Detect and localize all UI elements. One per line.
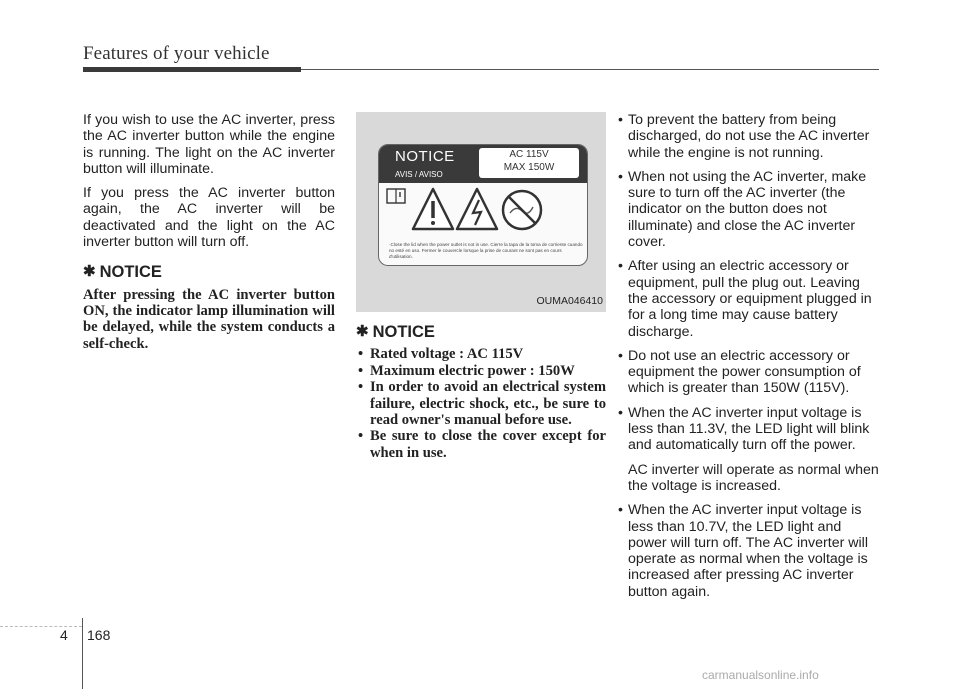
notice-heading-label: NOTICE	[99, 263, 162, 282]
list-item-text: When the AC inverter input voltage is less than 10.7V, the LED light and power will turn off. The AC inverter will operate as normal when the voltage is increased after pressing AC inverter button again.	[628, 502, 868, 600]
column-2	[356, 112, 606, 461]
list-item-text: Do not use an electric accessory or equipment the power consumption of which is greater than 150W (115V).	[628, 347, 861, 397]
list-item: • Rated voltage : AC 115V	[358, 346, 524, 363]
list-item-text: When the AC inverter input voltage is less than 11.3V, the LED light will blink and automatically turn off the power.	[628, 404, 870, 454]
electric-shock-icon	[457, 189, 497, 229]
list-item: • When the AC inverter input voltage is less than 10.7V, the LED light and power will turn off. The AC inverter will operate as normal when the voltage is increased after pressing AC inverter button again.	[618, 502, 868, 600]
notice-body: After pressing the AC inverter button ON, the indicator lamp illumination will be delayed, while the system conducts a self-check.	[83, 286, 335, 352]
list-item-text: When not using the AC inverter, make sure to turn off the AC inverter (the indicator on the button does not illuminate) and close the AC inverter cover.	[628, 168, 867, 251]
notice-star-icon: ✱	[356, 323, 369, 340]
list-item: • Do not use an electric accessory or equipment the power consumption of which is greater than 150W (115V).	[618, 347, 861, 397]
plate-warning-icons	[379, 183, 587, 243]
plate-spec-voltage: AC 115V	[509, 149, 549, 160]
page-header-title: Features of your vehicle	[83, 43, 270, 64]
figure-code: OUMA046410	[536, 294, 603, 307]
list-item: • In order to avoid an electrical system failure, electric shock, etc., be sure to read owner's manual before use.	[358, 379, 606, 428]
notice-heading-label: NOTICE	[372, 323, 435, 341]
header-rule	[301, 69, 879, 70]
plate-header	[379, 145, 587, 183]
paragraph-turn-on: If you wish to use the AC inverter, press the AC inverter button while the engine is running. The light on the AC inverter button will illuminate.	[83, 112, 335, 177]
list-item-text: Be sure to close the cover except for when in use.	[370, 428, 606, 461]
caution-triangle-icon	[413, 189, 453, 229]
paragraph-turn-off: If you press the AC inverter button again, the AC inverter will be deactivated and the light on the AC inverter button will turn off.	[83, 185, 335, 251]
notice-heading	[83, 264, 335, 280]
list-item: • When not using the AC inverter, make sure to turn off the AC inverter (the indicator on the button does not illuminate) and close the AC inverter cover.	[618, 168, 867, 251]
page-number: 168	[87, 627, 111, 643]
manual-book-icon	[387, 189, 405, 203]
header-bar	[83, 67, 301, 72]
list-item-text: Maximum electric power : 150W	[370, 362, 575, 379]
plate-notice-text: NOTICE	[395, 148, 455, 165]
notice-heading	[356, 324, 606, 340]
column-3	[616, 112, 881, 608]
footer-divider	[82, 618, 83, 689]
list-item-text: After using an electric accessory or equipment, pull the plug out. Leaving the accessory or equipment plugged in for a long time may cause battery discharge.	[628, 258, 872, 340]
list-item: • After using an electric accessory or equipment, pull the plug out. Leaving the accessory or equipment plugged in for a long time may cause battery discharge.	[618, 258, 872, 340]
plate-spec-power: MAX 150W	[503, 162, 555, 173]
plate-avis-text: AVIS / AVISO	[395, 170, 443, 179]
caution-list	[616, 112, 881, 600]
plate-spec-box	[479, 148, 579, 178]
plate-fine-print: ·Close the lid when the power outlet is not in use. Cierre la tapa de la toma de corriente cuando no esté en uso. Fermer le couvercle lorsque la prise de courant ne sont pas en cours d'utilisation.	[389, 242, 583, 259]
list-item: • Be sure to close the cover except for when in use.	[358, 428, 606, 461]
watermark: carmanualsonline.info	[702, 668, 819, 682]
list-item-text: Rated voltage : AC 115V	[370, 346, 524, 363]
no-liquid-icon	[503, 191, 541, 229]
column-1	[83, 112, 335, 352]
footer-rule	[0, 626, 82, 627]
chapter-number: 4	[60, 627, 68, 643]
list-item-text: To prevent the battery from being discharged, do not use the AC inverter while the engine is not running.	[628, 112, 870, 161]
list-item-note: AC inverter will operate as normal when the voltage is increased.	[628, 461, 879, 494]
notice-star-icon: ✱	[83, 263, 96, 281]
inverter-label-figure	[356, 112, 606, 312]
notice-list	[356, 346, 606, 461]
notice-label-plate	[378, 144, 588, 266]
list-item: • To prevent the battery from being discharged, do not use the AC inverter while the engine is not running.	[618, 112, 870, 161]
list-item: • When the AC inverter input voltage is less than 11.3V, the LED light will blink and automatically turn off the power. AC inverter will operate as normal when the voltage is increased.	[616, 405, 881, 494]
list-item-text: In order to avoid an electrical system failure, electric shock, etc., be sure to read owner's manual before use.	[370, 379, 606, 428]
list-item: • Maximum electric power : 150W	[358, 362, 575, 379]
